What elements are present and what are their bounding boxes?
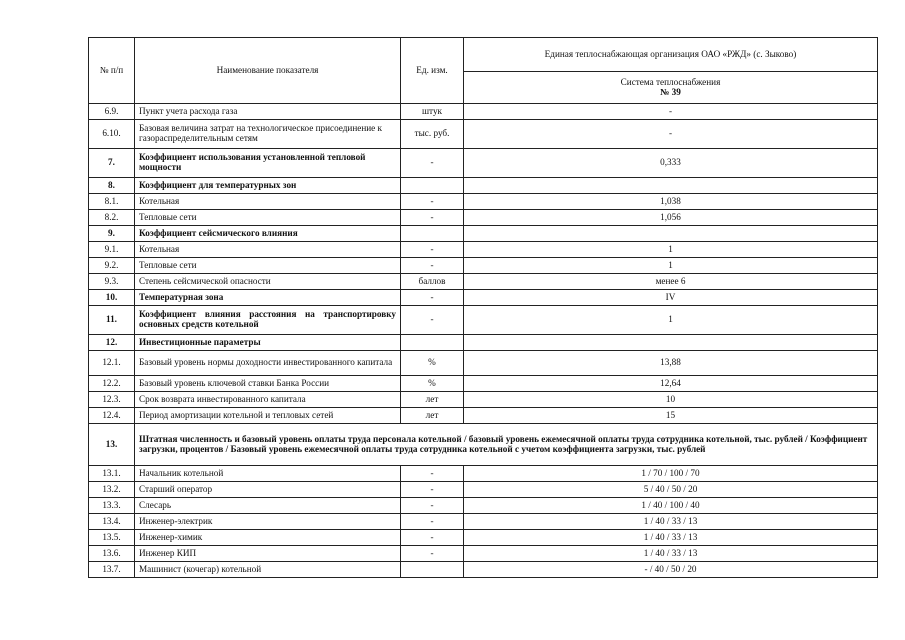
system-number: № 39 xyxy=(660,86,681,97)
row-value: 1 xyxy=(464,242,878,258)
row-number: 13.1. xyxy=(89,466,135,482)
row-indicator-name: Коэффициент влияния расстояния на транспортировку основных средств котельной xyxy=(135,306,401,335)
row-staff-position: Слесарь xyxy=(135,498,401,514)
row-indicator-name: Период амортизации котельной и тепловых сетей xyxy=(135,408,401,424)
table-row xyxy=(89,120,878,149)
row-unit: - xyxy=(401,194,464,210)
table-row xyxy=(89,242,878,258)
staff-section-title: Штатная численность и базовый уровень оплаты труда персонала котельной / базовый уровень ежемесячной оплаты труда сотрудника котельной, тыс. рублей / Коэффициент загрузки, процентов / Базовый уровень ежемесячной оплаты труда сотрудника котельной с учетом коэффициента загрузки, тыс. рублей xyxy=(135,424,878,466)
row-number: 13.2. xyxy=(89,482,135,498)
table-row xyxy=(89,335,878,351)
table-row xyxy=(89,258,878,274)
row-unit: - xyxy=(401,149,464,178)
row-number: 12.4. xyxy=(89,408,135,424)
row-indicator-name: Температурная зона xyxy=(135,290,401,306)
row-indicator-name: Срок возврата инвестированного капитала xyxy=(135,392,401,408)
row-number: 7. xyxy=(89,149,135,178)
table-header-row xyxy=(89,38,878,72)
row-value: 1,038 xyxy=(464,194,878,210)
table-row xyxy=(89,274,878,290)
row-value: - / 40 / 50 / 20 xyxy=(464,562,878,578)
row-number: 9.1. xyxy=(89,242,135,258)
row-indicator-name: Базовый уровень ключевой ставки Банка России xyxy=(135,376,401,392)
row-number: 9. xyxy=(89,226,135,242)
row-staff-position: Инженер КИП xyxy=(135,546,401,562)
row-unit: - xyxy=(401,290,464,306)
row-unit: лет xyxy=(401,392,464,408)
row-indicator-name: Коэффициент использования установленной тепловой мощности xyxy=(135,149,401,178)
header-unit: Ед. изм. xyxy=(401,38,464,104)
table-row xyxy=(89,514,878,530)
table-row xyxy=(89,149,878,178)
row-value: IV xyxy=(464,290,878,306)
table-row xyxy=(89,306,878,335)
row-number: 13.6. xyxy=(89,546,135,562)
row-value: 1 / 40 / 33 / 13 xyxy=(464,546,878,562)
system-label: Система теплоснабжения xyxy=(620,76,721,87)
table-row xyxy=(89,482,878,498)
row-unit: % xyxy=(401,351,464,376)
row-number: 12.1. xyxy=(89,351,135,376)
row-indicator-name: Степень сейсмической опасности xyxy=(135,274,401,290)
row-number: 10. xyxy=(89,290,135,306)
row-value: 1 xyxy=(464,306,878,335)
row-number: 12.3. xyxy=(89,392,135,408)
row-staff-position: Машинист (кочегар) котельной xyxy=(135,562,401,578)
row-unit: - xyxy=(401,466,464,482)
row-indicator-name: Тепловые сети xyxy=(135,258,401,274)
table-row xyxy=(89,376,878,392)
header-name: Наименование показателя xyxy=(135,38,401,104)
row-unit xyxy=(401,335,464,351)
row-number: 8.1. xyxy=(89,194,135,210)
row-value: менее 6 xyxy=(464,274,878,290)
table-row-staff-header xyxy=(89,424,878,466)
table-row xyxy=(89,194,878,210)
row-unit: - xyxy=(401,498,464,514)
row-indicator-name: Базовый уровень нормы доходности инвестированного капитала xyxy=(135,351,401,376)
row-value: 1 / 70 / 100 / 70 xyxy=(464,466,878,482)
row-number: 9.2. xyxy=(89,258,135,274)
row-value: - xyxy=(464,120,878,149)
row-value: 0,333 xyxy=(464,149,878,178)
row-unit: баллов xyxy=(401,274,464,290)
indicator-table xyxy=(88,37,878,578)
row-indicator-name: Базовая величина затрат на технологическое присоединение к газораспределительным сетям xyxy=(135,120,401,149)
header-org: Единая теплоснабжающая организация ОАО «РЖД» (с. Зыково) xyxy=(464,38,878,72)
row-indicator-name: Коэффициент сейсмического влияния xyxy=(135,226,401,242)
row-value: 1 / 40 / 100 / 40 xyxy=(464,498,878,514)
table-row xyxy=(89,226,878,242)
row-unit xyxy=(401,178,464,194)
row-indicator-name: Тепловые сети xyxy=(135,210,401,226)
row-unit: - xyxy=(401,242,464,258)
row-unit: - xyxy=(401,482,464,498)
row-unit xyxy=(401,226,464,242)
row-number: 13. xyxy=(89,424,135,466)
row-unit: - xyxy=(401,546,464,562)
table-row xyxy=(89,290,878,306)
row-staff-position: Начальник котельной xyxy=(135,466,401,482)
row-unit: штук xyxy=(401,104,464,120)
row-number: 6.10. xyxy=(89,120,135,149)
row-value: 5 / 40 / 50 / 20 xyxy=(464,482,878,498)
row-staff-position: Инженер-химик xyxy=(135,530,401,546)
row-indicator-name: Котельная xyxy=(135,242,401,258)
table-row xyxy=(89,530,878,546)
table-row xyxy=(89,466,878,482)
row-unit xyxy=(401,562,464,578)
table-row xyxy=(89,546,878,562)
row-indicator-name: Инвестиционные параметры xyxy=(135,335,401,351)
row-number: 12. xyxy=(89,335,135,351)
table-row xyxy=(89,562,878,578)
row-number: 13.4. xyxy=(89,514,135,530)
row-staff-position: Инженер-электрик xyxy=(135,514,401,530)
row-unit: - xyxy=(401,514,464,530)
row-value: 1 xyxy=(464,258,878,274)
row-value: 10 xyxy=(464,392,878,408)
row-staff-position: Старший оператор xyxy=(135,482,401,498)
table-row xyxy=(89,210,878,226)
table-row xyxy=(89,178,878,194)
header-num: № п/п xyxy=(89,38,135,104)
row-indicator-name: Котельная xyxy=(135,194,401,210)
row-value: 1 / 40 / 33 / 13 xyxy=(464,530,878,546)
row-value: - xyxy=(464,104,878,120)
row-number: 9.3. xyxy=(89,274,135,290)
row-value: 13,88 xyxy=(464,351,878,376)
table-row xyxy=(89,392,878,408)
row-number: 12.2. xyxy=(89,376,135,392)
row-number: 11. xyxy=(89,306,135,335)
row-number: 8.2. xyxy=(89,210,135,226)
row-unit: - xyxy=(401,530,464,546)
row-number: 13.5. xyxy=(89,530,135,546)
row-value: 1,056 xyxy=(464,210,878,226)
row-indicator-name: Коэффициент для температурных зон xyxy=(135,178,401,194)
header-system xyxy=(464,72,878,104)
row-value: 15 xyxy=(464,408,878,424)
row-unit: - xyxy=(401,210,464,226)
row-unit: % xyxy=(401,376,464,392)
row-number: 8. xyxy=(89,178,135,194)
row-value: 1 / 40 / 33 / 13 xyxy=(464,514,878,530)
table-row xyxy=(89,104,878,120)
table-row xyxy=(89,351,878,376)
row-value xyxy=(464,178,878,194)
row-unit: лет xyxy=(401,408,464,424)
table-row xyxy=(89,408,878,424)
row-value: 12,64 xyxy=(464,376,878,392)
row-value xyxy=(464,335,878,351)
row-number: 13.7. xyxy=(89,562,135,578)
row-indicator-name: Пункт учета расхода газа xyxy=(135,104,401,120)
row-number: 6.9. xyxy=(89,104,135,120)
row-unit: тыс. руб. xyxy=(401,120,464,149)
row-value xyxy=(464,226,878,242)
row-unit: - xyxy=(401,306,464,335)
row-unit: - xyxy=(401,258,464,274)
row-number: 13.3. xyxy=(89,498,135,514)
table-row xyxy=(89,498,878,514)
